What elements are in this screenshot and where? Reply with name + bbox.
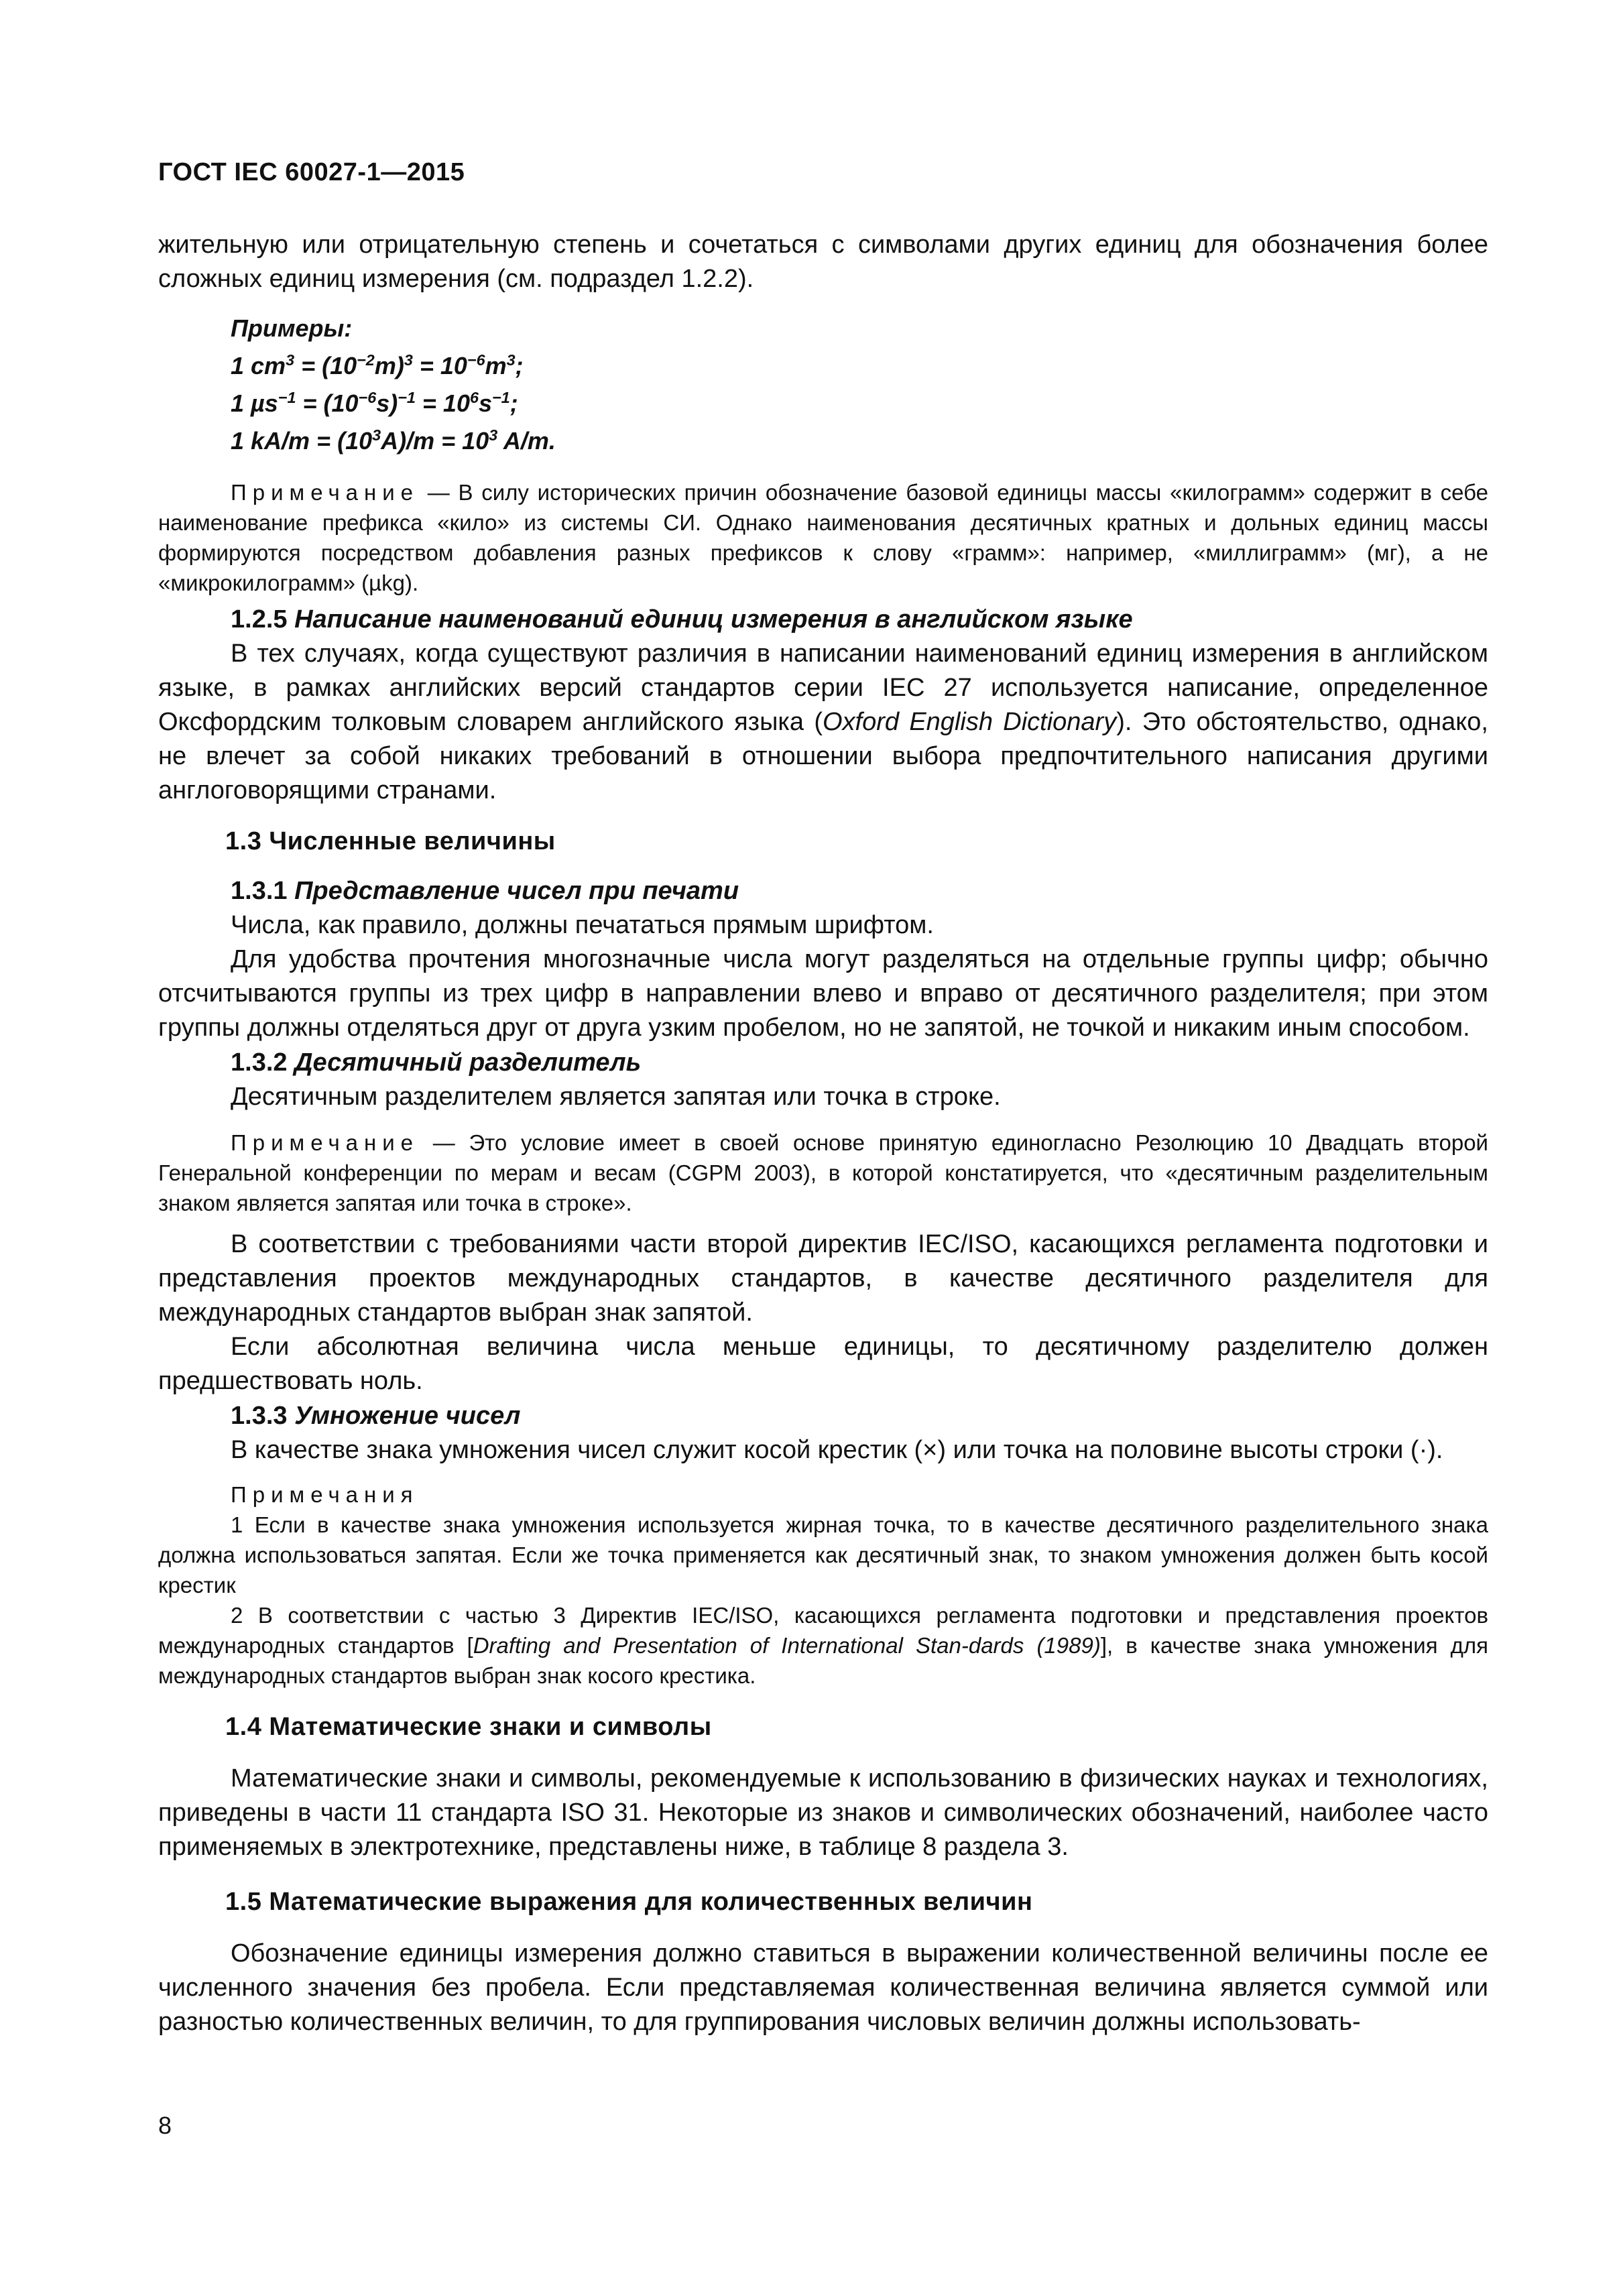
note-label: Примечание: [231, 480, 420, 505]
example-3: 1 $kA/m = (10^3A)/m = 10^3$ A/m.: [231, 426, 556, 455]
document-header: ГОСТ IEC 60027-1—2015: [158, 158, 465, 186]
paragraph-intro: жительную или отрицательную степень и сочетаться с символами других единиц для обозначения более сложных единиц измерения (см. подраздел 1.2.2).: [158, 231, 1488, 293]
heading-1-4: 1.4 Математические знаки и символы: [225, 1713, 712, 1741]
heading-1-2-5: 1.2.5 Написание наименований единиц измерения в английском языке: [231, 605, 1133, 633]
note-cgpm: Примечание — Это условие имеет в своей основе принятую единогласно Резолюцию 10 Двадцать второй Генеральной конференции по мерам и весам (CGPM 2003), в которой констатируется, что «десятичным разделительным знаком является запятая или точка в строке».: [158, 1130, 1488, 1215]
heading-1-5: 1.5 Математические выражения для количественных величин: [225, 1888, 1033, 1916]
page-number: 8: [158, 2112, 172, 2139]
note-label: Примечание: [231, 1130, 420, 1155]
note-1-multiplication: 1 Если в качестве знака умножения используется жирная точка, то в качестве десятичного разделительного знака должна использоваться запятая. Если же точка применяется как десятичный знак, то знаком умножения должен быть косой крестик: [158, 1512, 1488, 1597]
heading-1-3: 1.3 Численные величины: [225, 827, 556, 855]
paragraph-1-3-2-b: В соответствии с требованиями части второй директив IEC/ISO, касающихся регламента подготовки и представления проектов международных стандартов, в качестве десятичного разделителя для международных стандартов выбран знак запятой.: [158, 1230, 1488, 1327]
heading-1-3-3: 1.3.3 Умножение чисел: [231, 1402, 521, 1430]
page-content: [158, 228, 1488, 2039]
examples-label: Примеры:: [231, 314, 353, 342]
paragraph-1-4: Математические знаки и символы, рекомендуемые к использованию в физических науках и технологиях, приведены в части 11 стандарта ISO 31. Некоторые из знаков и символических обозначений, наиболее часто применяемых в электротехнике, представлены ниже, в таблице 8 раздела 3.: [158, 1764, 1488, 1861]
examples-block: [158, 310, 1488, 460]
paragraph-1-3-2-a: Десятичным разделителем является запятая или точка в строке.: [231, 1083, 1001, 1111]
note-2-multiplication: 2 В соответствии с частью 3 Директив IEC/ISO, касающихся регламента подготовки и представления проектов международных стандартов [Drafting and Presentation of International Stan-dards (1989)], в качестве знака умножения для международных стандартов выбран знак косого крестика.: [158, 1603, 1488, 1688]
paragraph-1-3-3: В качестве знака умножения чисел служит косой крестик (×) или точка на половине высоты строки (·).: [231, 1436, 1443, 1464]
example-2: 1 $\mu s^{-1} = (10^{-6}s)^{-1} = 10^6s^{-1}$;: [231, 389, 518, 417]
paragraph-1-2-5: В тех случаях, когда существуют различия в написании наименований единиц измерения в английском языке, в рамках английских версий стандартов серии IEC 27 используется написание, определенное Оксфордским толковым словарем английского языка (Oxford English Dictionary). Это обстоятельство, однако, не влечет за собой никаких требований в отношении выбора предпочтительного написания другими англоговорящими странами.: [158, 640, 1488, 804]
paragraph-1-5: Обозначение единицы измерения должно ставиться в выражении количественной величины после ее численного значения без пробела. Если представляемая количественная величина является суммой или разностью количественных величин, то для группирования числовых величин должны использовать-: [158, 1939, 1488, 2036]
notes-label: Примечания: [231, 1482, 419, 1507]
paragraph-1-3-2-c: Если абсолютная величина числа меньше единицы, то десятичному разделителю должен предшествовать ноль.: [158, 1333, 1488, 1395]
paragraph-1-3-1-b: Для удобства прочтения многозначные числа могут разделяться на отдельные группы цифр; обычно отсчитываются группы из трех цифр в направлении влево и вправо от десятичного разделителя; при этом группы должны отделяться друг от друга узким пробелом, но не запятой, не точкой и никаким иным способом.: [158, 945, 1488, 1042]
note-kilogram: Примечание — В силу исторических причин обозначение базовой единицы массы «килограмм» содержит в себе наименование префикса «кило» из системы СИ. Однако наименования десятичных кратных и дольных единиц массы формируются посредством добавления разных префиксов к слову «грамм»: например, «миллиграмм» (мг), а не «микрокилограмм» (µkg).: [158, 480, 1488, 595]
heading-1-3-1: 1.3.1 Представление чисел при печати: [231, 877, 739, 905]
heading-1-3-2: 1.3.2 Десятичный разделитель: [231, 1048, 642, 1077]
paragraph-1-3-1-a: Числа, как правило, должны печататься прямым шрифтом.: [231, 911, 934, 939]
example-1: 1 $cm^3 = (10^{-2}m)^3 = 10^{-6}m^3$;: [231, 351, 524, 379]
